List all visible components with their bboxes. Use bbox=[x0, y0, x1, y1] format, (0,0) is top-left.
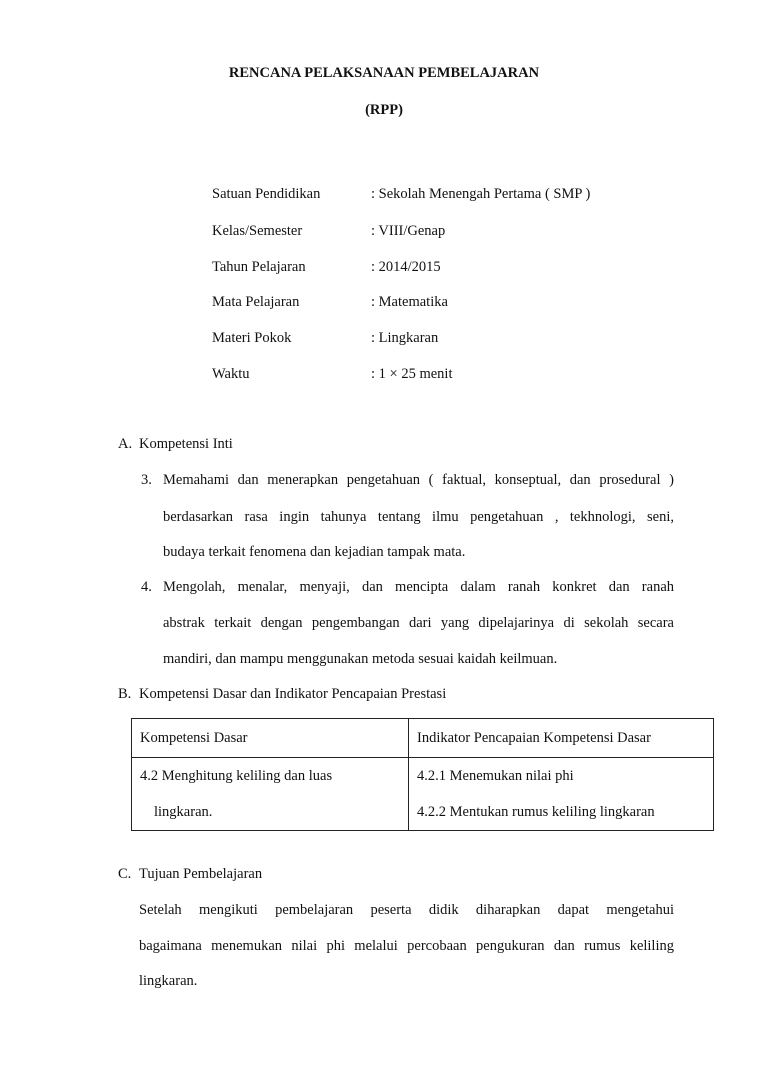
table-header-row bbox=[132, 719, 714, 758]
identity-label: Materi Pokok bbox=[212, 330, 292, 346]
table-row bbox=[132, 758, 714, 831]
identity-value: : VIII/Genap bbox=[371, 223, 446, 239]
identity-label: Mata Pelajaran bbox=[212, 294, 300, 310]
table-header-cell: Kompetensi Dasar bbox=[132, 719, 409, 758]
section-a-letter: A. bbox=[118, 436, 133, 452]
document-subtitle: (RPP) bbox=[365, 102, 403, 118]
paragraph-line: Mengolah, menalar, menyaji, dan mencipta dalam ranah konkret dan ranah bbox=[163, 579, 674, 595]
identity-value: : Sekolah Menengah Pertama ( SMP ) bbox=[371, 186, 591, 202]
paragraph-line: berdasarkan rasa ingin tahunya tentang ilmu pengetahuan , tekhnologi, seni, bbox=[163, 509, 674, 525]
table-cell-indicator bbox=[409, 758, 714, 831]
cell-line: lingkaran. bbox=[154, 804, 213, 820]
section-c-letter: C. bbox=[118, 866, 132, 882]
paragraph-line: mandiri, dan mampu menggunakan metoda sesuai kaidah keilmuan. bbox=[163, 651, 558, 667]
cell-line: 4.2 Menghitung keliling dan luas bbox=[140, 768, 333, 784]
section-a-heading: Kompetensi Inti bbox=[139, 436, 233, 452]
paragraph-line: lingkaran. bbox=[139, 973, 198, 989]
competency-table bbox=[131, 718, 714, 831]
identity-value: : Lingkaran bbox=[371, 330, 439, 346]
table-header-cell: Indikator Pencapaian Kompetensi Dasar bbox=[409, 719, 714, 758]
paragraph-line: Memahami dan menerapkan pengetahuan ( faktual, konseptual, dan prosedural ) bbox=[163, 472, 674, 488]
paragraph-line: budaya terkait fenomena dan kejadian tampak mata. bbox=[163, 544, 466, 560]
identity-value: : 2014/2015 bbox=[371, 259, 441, 275]
section-b-heading: Kompetensi Dasar dan Indikator Pencapaian Prestasi bbox=[139, 686, 447, 702]
identity-label: Satuan Pendidikan bbox=[212, 186, 321, 202]
table-cell-kd bbox=[132, 758, 409, 831]
identity-label: Waktu bbox=[212, 366, 250, 382]
section-c-heading: Tujuan Pembelajaran bbox=[139, 866, 263, 882]
document-title: RENCANA PELAKSANAAN PEMBELAJARAN bbox=[228, 65, 540, 81]
paragraph-line: bagaimana menemukan nilai phi melalui percobaan pengukuran dan rumus keliling bbox=[139, 938, 674, 954]
cell-line: 4.2.1 Menemukan nilai phi bbox=[417, 768, 574, 784]
identity-value: : 1 × 25 menit bbox=[371, 366, 453, 382]
identity-value: : Matematika bbox=[371, 294, 448, 310]
list-item-number: 4. bbox=[141, 579, 152, 595]
section-b-letter: B. bbox=[118, 686, 132, 702]
cell-line: 4.2.2 Mentukan rumus keliling lingkaran bbox=[417, 804, 655, 820]
identity-label: Tahun Pelajaran bbox=[212, 259, 306, 275]
identity-label: Kelas/Semester bbox=[212, 223, 303, 239]
paragraph-line: abstrak terkait dengan pengembangan dari yang dipelajarinya di sekolah secara bbox=[163, 615, 674, 631]
list-item-number: 3. bbox=[141, 472, 152, 488]
paragraph-line: Setelah mengikuti pembelajaran peserta didik diharapkan dapat mengetahui bbox=[139, 902, 674, 918]
